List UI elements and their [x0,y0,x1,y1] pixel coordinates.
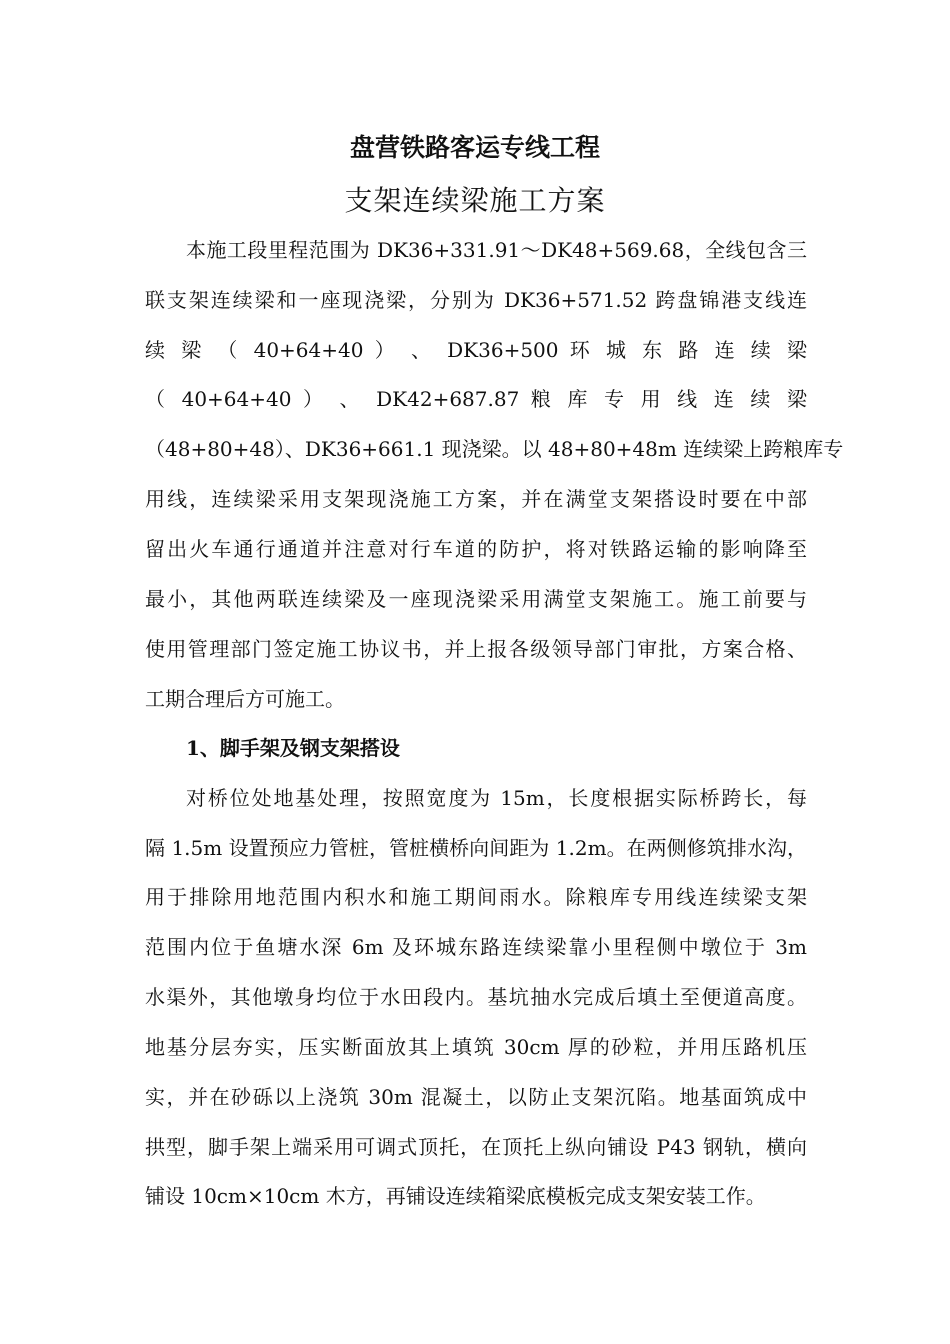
paragraph-line: 实，并在砂砾以上浇筑 30m 混凝土，以防止支架沉陷。地基面筑成中 [145,1085,807,1109]
paragraph-line: 使用管理部门签定施工协议书，并上报各级领导部门审批，方案合格、 [145,637,807,661]
paragraph-line: （48+80+48）、DK36+661.1 现浇梁。以 48+80+48m 连续梁上跨粮库专 [145,437,844,461]
paragraph-line: （ 40+64+40 ） 、 DK42+687.87 粮 库 专 用 线 连 续 梁 [145,387,807,411]
paragraph-line: 铺设 10cm×10cm 木方，再铺设连续箱梁底模板完成支架安装工作。 [145,1184,766,1208]
paragraph-line: 对桥位处地基处理，按照宽度为 15m，长度根据实际桥跨长，每 [186,786,807,810]
paragraph-line: 用于排除用地范围内积水和施工期间雨水。除粮库专用线连续梁支架 [145,885,807,909]
paragraph-line: 续 梁 （ 40+64+40 ） 、 DK36+500 环 城 东 路 连 续 梁 [145,338,807,362]
paragraph-line: 用线，连续梁采用支架现浇施工方案，并在满堂支架搭设时要在中部 [145,487,807,511]
paragraph-line: 留出火车通行通道并注意对行车道的防护，将对铁路运输的影响降至 [145,537,807,561]
section-heading: 1、脚手架及钢支架搭设 [186,736,400,760]
document-subtitle: 支架连续梁施工方案 [344,184,606,217]
paragraph-line: 拱型，脚手架上端采用可调式顶托，在顶托上纵向铺设 P43 钢轨，横向 [145,1135,807,1159]
paragraph-line: 本施工段里程范围为 DK36+331.91～DK48+569.68，全线包含三 [186,238,807,262]
paragraph-line: 水渠外，其他墩身均位于水田段内。基坑抽水完成后填土至便道高度。 [145,985,807,1009]
paragraph-line: 隔 1.5m 设置预应力管桩，管桩横桥向间距为 1.2m。在两侧修筑排水沟， [145,836,807,860]
paragraph-line: 联支架连续梁和一座现浇梁，分别为 DK36+571.52 跨盘锦港支线连 [145,288,807,312]
document-title: 盘营铁路客运专线工程 [349,133,600,162]
paragraph-line: 工期合理后方可施工。 [145,687,345,711]
paragraph-line: 最小，其他两联连续梁及一座现浇梁采用满堂支架施工。施工前要与 [145,587,807,611]
paragraph-line: 范围内位于鱼塘水深 6m 及环城东路连续梁靠小里程侧中墩位于 3m [145,935,807,959]
paragraph-line: 地基分层夯实，压实断面放其上填筑 30cm 厚的砂粒，并用压路机压 [145,1035,807,1059]
